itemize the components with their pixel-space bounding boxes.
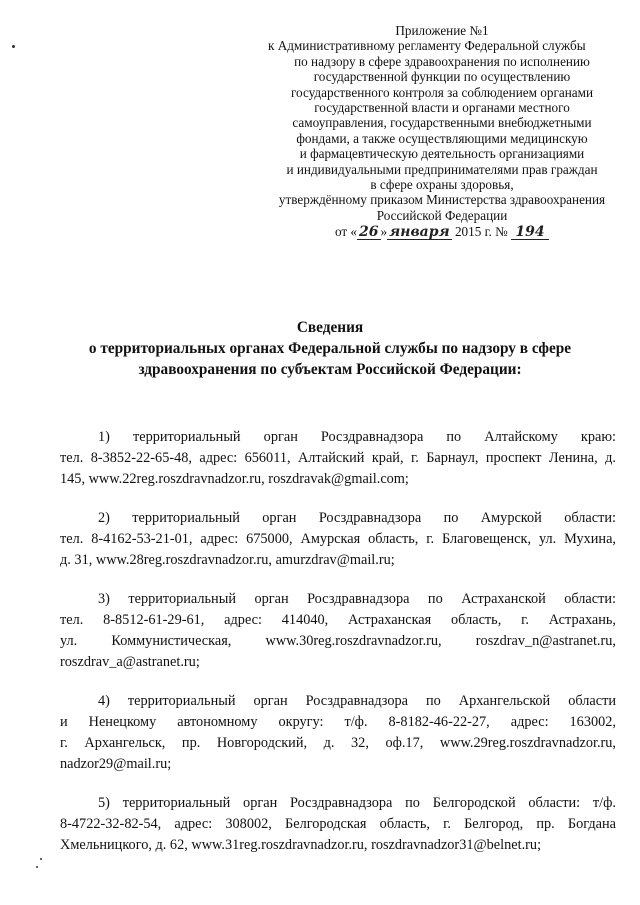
scan-speck — [36, 866, 38, 868]
handwritten-day: 26 — [359, 224, 379, 241]
entry-line: 1) территориальный орган Росздравнадзора по Алтайскому краю: — [98, 429, 616, 445]
entry-line: Хмельницкого, д. 62, www.31reg.roszdravnadzor.ru, roszdravnadzor31@belnet.ru; — [60, 837, 542, 853]
entry-line: 5) территориальный орган Росздравнадзора по Белгородской области: т/ф. — [98, 795, 616, 811]
date-year: 2015 г. № — [451, 224, 512, 240]
appendix-line: к Административному регламенту Федеральной службы — [268, 38, 586, 54]
list-item — [60, 691, 616, 775]
handwritten-month: января — [389, 224, 450, 241]
appendix-line: по надзору в сфере здравоохранения по исполнению — [294, 53, 590, 69]
order-date-line — [268, 224, 616, 240]
territorial-bodies-list — [60, 427, 616, 874]
title-line: Сведения — [296, 319, 364, 336]
appendix-line: самоуправления, государственными внебюджетными — [292, 115, 592, 131]
entry-line: тел. 8-4162-53-21-01, адрес: 675000, Амурская область, г. Благовещенск, ул. Мухина, — [60, 531, 616, 547]
date-mid: » — [380, 224, 388, 240]
appendix-line: государственной функции по осуществлению — [313, 69, 571, 85]
document-title — [70, 317, 590, 380]
appendix-line: Приложение №1 — [395, 23, 489, 38]
entry-line: 3) территориальный орган Росздравнадзора по Астраханской области: — [98, 591, 616, 607]
entry-line: тел. 8-8512-61-29-61, адрес: 414040, Астраханская область, г. Астрахань, — [60, 612, 616, 628]
date-prefix: от « — [334, 224, 358, 240]
entry-line: и Ненецкому автономному округу: т/ф. 8-8182-46-22-27, адрес: 163002, — [60, 714, 616, 730]
appendix-line: фондами, а также осуществляющими медицинскую — [296, 130, 588, 146]
entry-line: ул. Коммунистическая, www.30reg.roszdravnadzor.ru, roszdrav_n@astranet.ru, — [60, 633, 616, 649]
handwritten-order-number: 194 — [511, 225, 549, 240]
appendix-line: в сфере охраны здоровья, — [370, 177, 514, 193]
scan-speck — [40, 858, 42, 860]
appendix-line: государственной власти и органами местного — [314, 100, 570, 116]
list-item — [60, 427, 616, 490]
appendix-header — [268, 23, 616, 240]
title-line: здравоохранения по субъектам Российской Федерации: — [138, 361, 522, 378]
entry-line: 2) территориальный орган Росздравнадзора по Амурской области: — [98, 510, 616, 526]
appendix-line: государственного контроля за соблюдением органами — [290, 84, 594, 100]
appendix-line: Российской Федерации — [376, 207, 508, 223]
scan-speck — [12, 45, 15, 48]
entry-line: д. 31, www.28reg.roszdravnadzor.ru, amurzdrav@mail.ru; — [60, 552, 395, 568]
list-item — [60, 508, 616, 571]
appendix-line: и фармацевтическую деятельность организациями — [299, 146, 585, 162]
entry-line: nadzor29@mail.ru; — [60, 756, 172, 772]
entry-line: 4) территориальный орган Росздравнадзора по Архангельской области — [98, 693, 616, 709]
entry-line: тел. 8-3852-22-65-48, адрес: 656011, Алтайский край, г. Барнаул, проспект Ленина, д. — [60, 450, 616, 466]
title-line: о территориальных органах Федеральной службы по надзору в сфере — [88, 340, 572, 357]
appendix-line: и индивидуальными предпринимателями прав граждан — [286, 161, 598, 177]
entry-line: 145, www.22reg.roszdravnadzor.ru, roszdravak@gmail.com; — [60, 471, 409, 487]
entry-line: г. Архангельск, пр. Новгородский, д. 32, оф.17, www.29reg.roszdravnadzor.ru, — [60, 735, 616, 751]
entry-line: 8-4722-32-82-54, адрес: 308002, Белгородская область, г. Белгород, пр. Богдана — [60, 816, 616, 832]
appendix-line: утверждённому приказом Министерства здравоохранения — [278, 192, 606, 208]
list-item — [60, 793, 616, 856]
entry-line: roszdrav_a@astranet.ru; — [60, 654, 200, 670]
list-item — [60, 589, 616, 673]
